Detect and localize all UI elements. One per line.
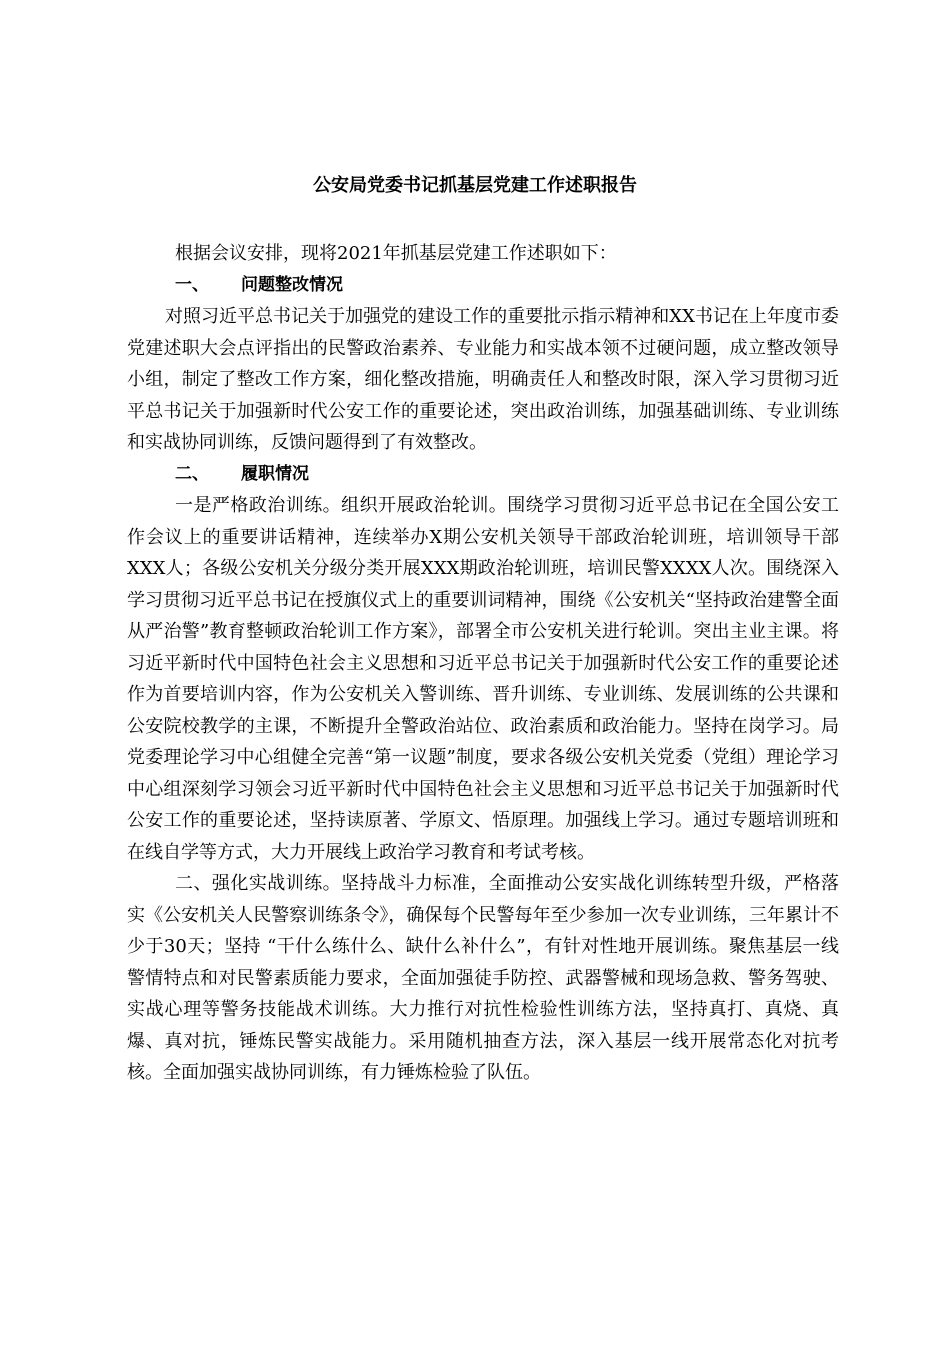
section-2-paragraph-1: 一是严格政治训练。组织开展政治轮训。围绕学习贯彻习近平总书记在全国公安工作会议上的重要讲话精神，连续举办X期公安机关领导干部政治轮训班，培训领导干部XXX人；各级公安机关分级分类开展XXX期政治轮训班，培训民警XXXX人次。围绕深入学习贯彻习近平总书记在授旗仪式上的重要训词精神，围绕《公安机关“坚持政治建警全面从严治警”教育整顿政治轮训工作方案》，部署全市公安机关进行轮训。突出主业主课。将习近平新时代中国特色社会主义思想和习近平总书记关于加强新时代公安工作的重要论述作为首要培训内容，作为公安机关入警训练、晋升训练、专业训练、发展训练的公共课和公安院校教学的主课，不断提升全警政治站位、政治素质和政治能力。坚持在岗学习。局党委理论学习中心组健全完善“第一议题”制度，要求各级公安机关党委（党组）理论学习中心组深刻学习领会习近平新时代中国特色社会主义思想和习近平总书记关于加强新时代公安工作的重要论述，坚持读原著、学原文、悟原理。加强线上学习。通过专题培训班和在线自学等方式，大力开展线上政治学习教育和考试考核。 (127, 495, 839, 863)
section-1-paragraph: 对照习近平总书记关于加强党的建设工作的重要批示指示精神和XX书记在上年度市委党建述职大会点评指出的民警政治素养、专业能力和实战本领不过硬问题，成立整改领导小组，制定了整改工作方案，细化整改措施，明确责任人和整改时限，深入学习贯彻习近平总书记关于加强新时代公安工作的重要论述，突出政治训练，加强基础训练、专业训练和实战协同训练，反馈问题得到了有效整改。 (127, 306, 839, 453)
document-title: 公安局党委书记抓基层党建工作述职报告 (313, 175, 637, 196)
intro-paragraph: 根据会议安排，现将2021年抓基层党建工作述职如下： (175, 243, 617, 264)
section-1-heading (127, 270, 839, 302)
section-2-number: 二、 (175, 463, 209, 484)
section-1-title: 问题整改情况 (241, 274, 343, 295)
section-2-title: 履职情况 (241, 463, 309, 484)
document-body (127, 238, 839, 1089)
section-2-heading (127, 459, 839, 491)
section-2-paragraph-2: 二、强化实战训练。坚持战斗力标准，全面推动公安实战化训练转型升级，严格落实《公安机关人民警察训练条令》，确保每个民警每年至少参加一次专业训练，三年累计不少于30天；坚持 “干什么练什么、缺什么补什么”，有针对性地开展训练。聚焦基层一线警情特点和对民警素质能力要求，全面加强徒手防控、武器警械和现场急救、警务驾驶、实战心理等警务技能战术训练。大力推行对抗性检验性训练方法，坚持真打、真烧、真爆、真对抗，锤炼民警实战能力。采用随机抽查方法，深入基层一线开展常态化对抗考核。全面加强实战协同训练，有力锤炼检验了队伍。 (127, 873, 839, 1083)
section-1-number: 一、 (175, 274, 209, 295)
